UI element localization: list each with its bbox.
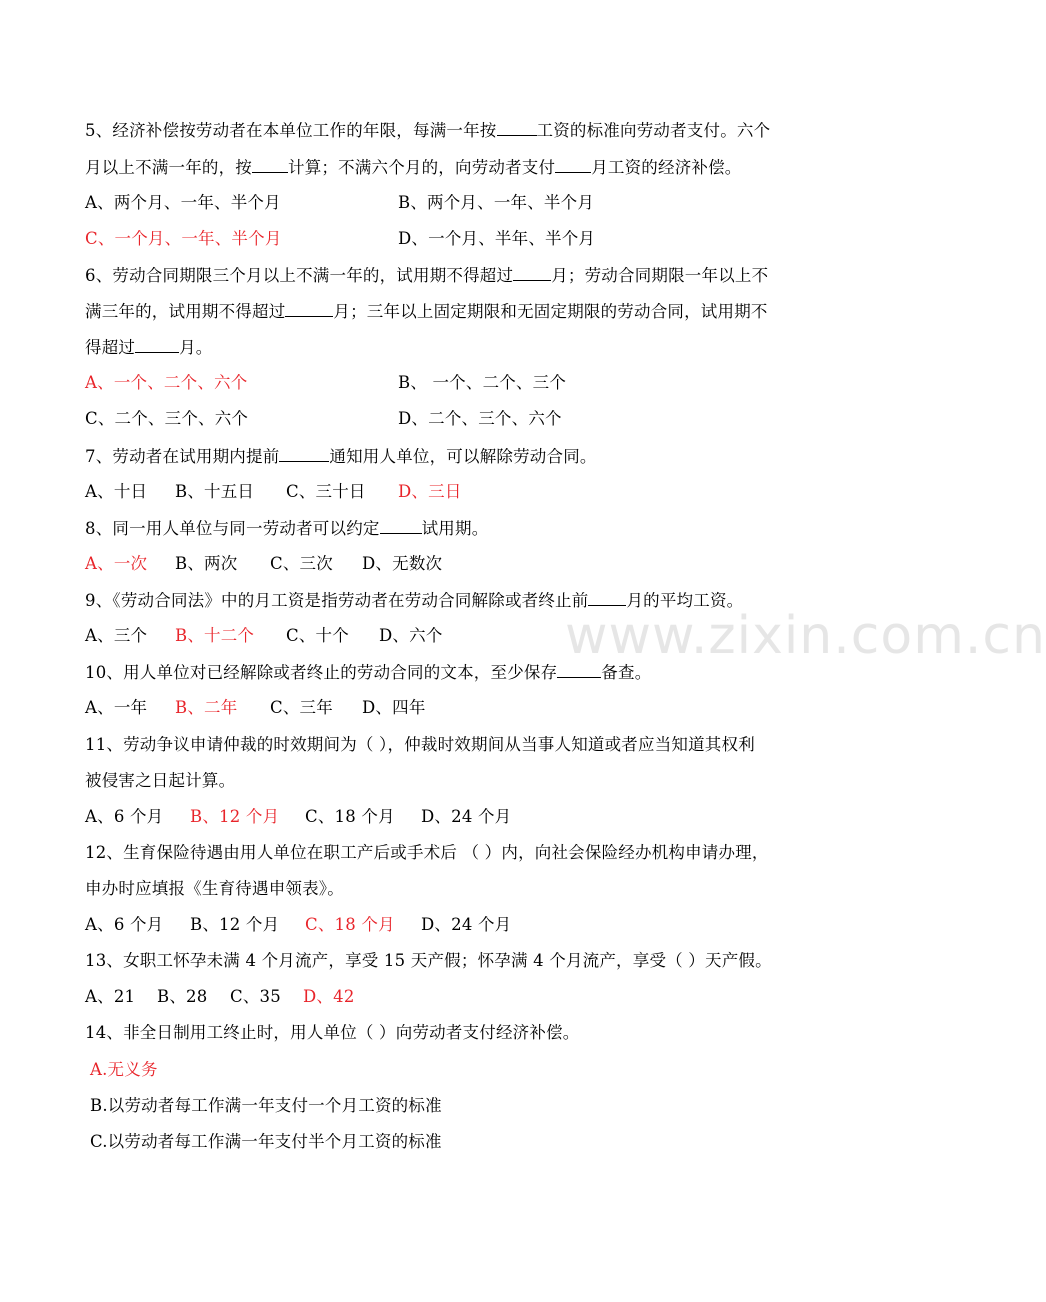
q10-line-1: 10、用人单位对已经解除或者终止的劳动合同的文本，至少保存 备查。 (85, 663, 652, 682)
q6-option-d: D、二个、三个、六个 (398, 409, 562, 428)
q9-option-b-answer: B、十二个 (175, 626, 255, 645)
q13-option-c: C、35 (230, 987, 281, 1006)
q12-line-2: 申办时应填报《生育待遇申领表》。 (85, 879, 344, 898)
q12-line-1: 12、生育保险待遇由用人单位在职工产后或手术后 （ ）内，向社会保险经办机构申请办理， (85, 843, 769, 862)
q8-option-a-answer: A、一次 (85, 554, 148, 573)
q13-option-b: B、28 (157, 987, 208, 1006)
q11-option-c: C、18 个月 (305, 807, 395, 826)
q6-option-b: B、 一个、二个、三个 (398, 373, 567, 392)
q7-option-b: B、十五日 (175, 482, 255, 501)
q14-line-1: 14、非全日制用工终止时，用人单位（ ）向劳动者支付经济补偿。 (85, 1023, 580, 1042)
q13-option-a: A、21 (85, 987, 136, 1006)
answer-blank (279, 446, 329, 462)
q7-option-a: A、十日 (85, 482, 148, 501)
answer-blank (588, 590, 626, 606)
q11-option-d: D、24 个月 (421, 807, 512, 826)
q8-option-d: D、无数次 (362, 554, 443, 573)
q8-option-b: B、两次 (175, 554, 238, 573)
answer-blank (513, 265, 551, 281)
q9-option-c: C、十个 (286, 626, 349, 645)
q11-option-a: A、6 个月 (85, 807, 164, 826)
q7-line-1: 7、劳动者在试用期内提前 通知用人单位，可以解除劳动合同。 (85, 447, 597, 466)
q5-option-d: D、一个月、半年、半个月 (398, 229, 596, 248)
q11-option-b-answer: B、12 个月 (190, 807, 280, 826)
answer-blank (285, 301, 333, 317)
q6-line-1: 6、劳动合同期限三个月以上不满一年的，试用期不得超过 月；劳动合同期限一年以上不 (85, 266, 769, 285)
q13-line-1: 13、女职工怀孕未满 4 个月流产，享受 15 天产假；怀孕满 4 个月流产，享受（ ）天产假。 (85, 951, 772, 970)
q5-option-c-answer: C、一个月、一年、半个月 (85, 229, 282, 248)
q11-line-1: 11、劳动争议申请仲裁的时效期间为（ ），仲裁时效期间从当事人知道或者应当知道其权利 (85, 735, 755, 754)
q7-option-c: C、三十日 (286, 482, 366, 501)
q12-option-a: A、6 个月 (85, 915, 164, 934)
q6-line-3: 得超过 月。 (85, 338, 213, 357)
q14-option-b: B.以劳动者每工作满一年支付一个月工资的标准 (90, 1096, 442, 1115)
q12-option-d: D、24 个月 (421, 915, 512, 934)
q6-line-2: 满三年的，试用期不得超过 月；三年以上固定期限和无固定期限的劳动合同，试用期不 (85, 302, 768, 321)
q14-option-a-answer: A.无义务 (90, 1060, 158, 1079)
answer-blank (380, 518, 422, 534)
q13-option-d-answer: D、42 (303, 987, 355, 1006)
q8-line-1: 8、同一用人单位与同一劳动者可以约定 试用期。 (85, 519, 489, 538)
q11-line-2: 被侵害之日起计算。 (85, 771, 236, 790)
answer-blank (252, 157, 288, 173)
q14-option-c: C.以劳动者每工作满一年支付半个月工资的标准 (90, 1132, 442, 1151)
q9-option-a: A、三个 (85, 626, 148, 645)
q10-option-d: D、四年 (362, 698, 426, 717)
q12-option-b: B、12 个月 (190, 915, 280, 934)
answer-blank (497, 120, 537, 136)
q10-option-c: C、三年 (270, 698, 333, 717)
q9-line-1: 9、《劳动合同法》中的月工资是指劳动者在劳动合同解除或者终止前 月的平均工资。 (85, 591, 744, 610)
q7-option-d-answer: D、三日 (398, 482, 462, 501)
q12-option-c-answer: C、18 个月 (305, 915, 395, 934)
q8-option-c: C、三次 (270, 554, 333, 573)
q9-option-d: D、六个 (379, 626, 443, 645)
answer-blank (555, 157, 591, 173)
q5-option-b: B、两个月、一年、半个月 (398, 193, 595, 212)
answer-blank (135, 337, 179, 353)
watermark: www.zixin.com.cn (565, 606, 1046, 666)
q5-line-2: 月以上不满一年的，按 计算；不满六个月的，向劳动者支付 月工资的经济补偿。 (85, 158, 742, 177)
q5-line-1: 5、经济补偿按劳动者在本单位工作的年限，每满一年按 工资的标准向劳动者支付。六个 (85, 121, 771, 140)
q5-option-a: A、两个月、一年、半个月 (85, 193, 281, 212)
q6-option-a-answer: A、一个、二个、六个 (85, 373, 248, 392)
q10-option-a: A、一年 (85, 698, 148, 717)
q10-option-b-answer: B、二年 (175, 698, 238, 717)
answer-blank (557, 662, 601, 678)
q6-option-c: C、二个、三个、六个 (85, 409, 249, 428)
